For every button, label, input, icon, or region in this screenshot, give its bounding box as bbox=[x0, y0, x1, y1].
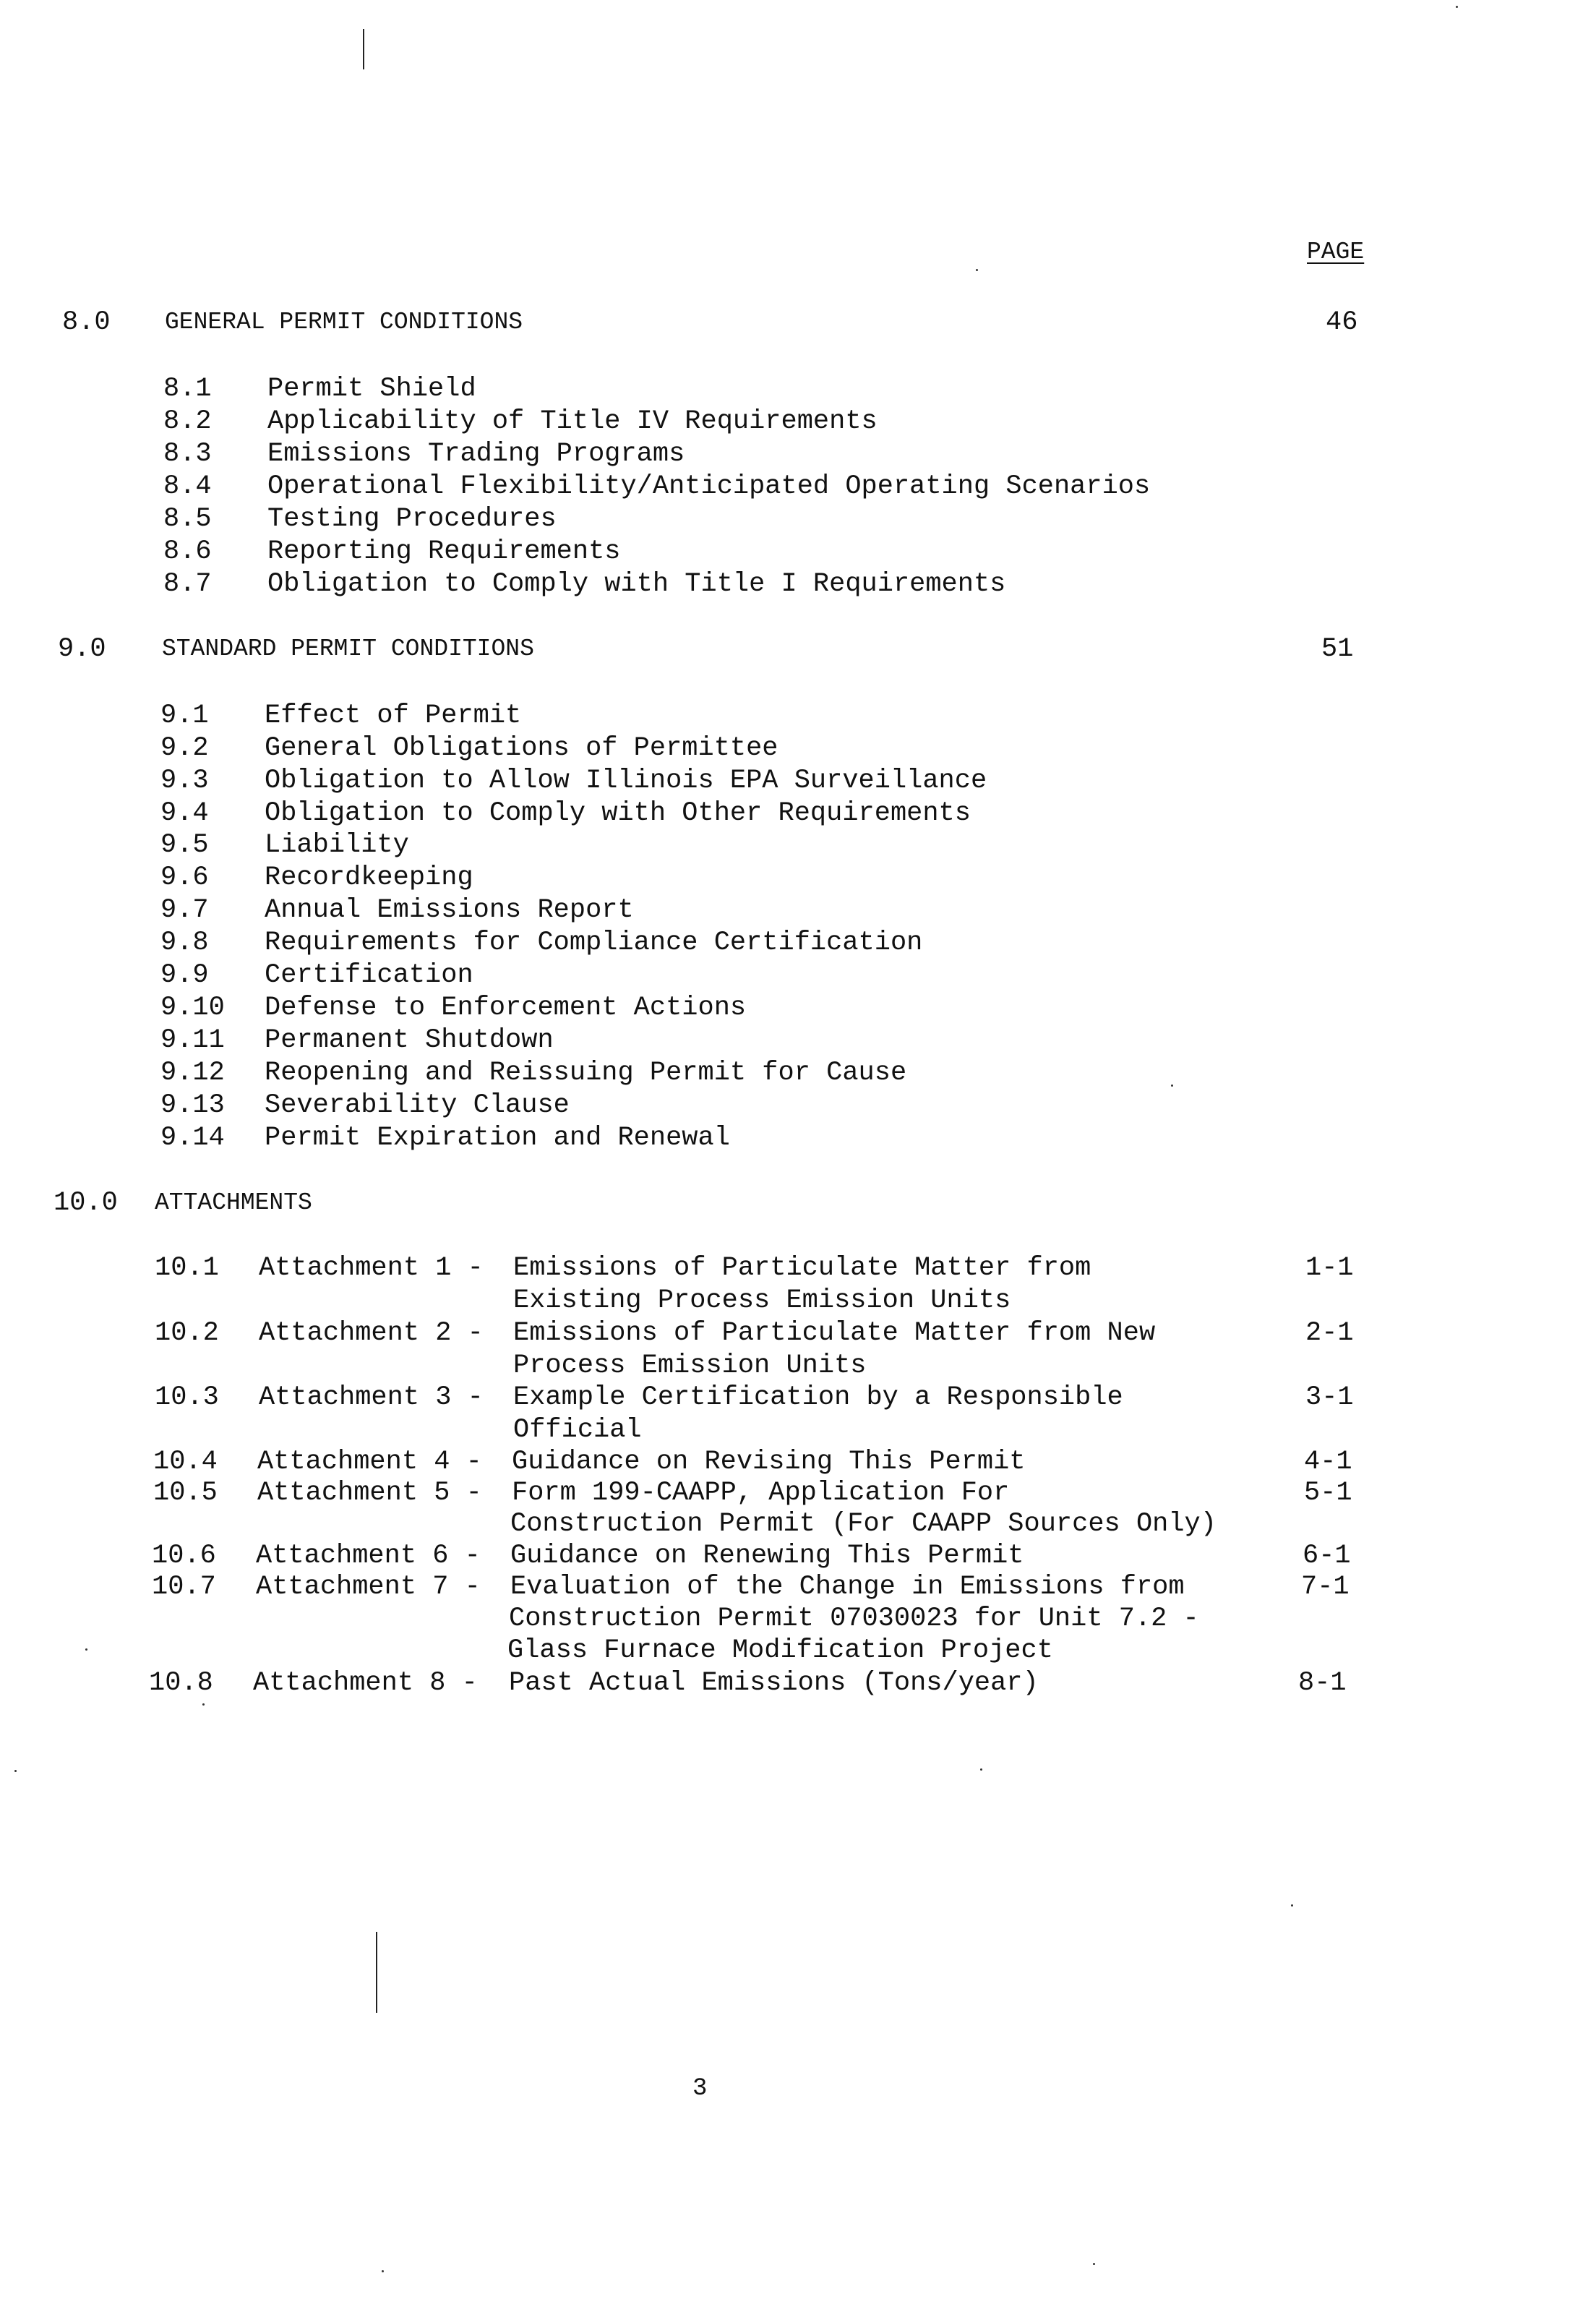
scan-speck bbox=[382, 2270, 384, 2272]
toc-item-title: Obligation to Comply with Other Requirements bbox=[265, 798, 971, 829]
toc-item-number: 8.2 bbox=[163, 406, 212, 437]
toc-item-number: 8.1 bbox=[163, 374, 212, 404]
toc-item-title: Effect of Permit bbox=[265, 701, 522, 731]
scan-speck bbox=[1291, 1904, 1293, 1907]
toc-item-number: 8.6 bbox=[163, 536, 212, 567]
toc-item-title: Operational Flexibility/Anticipated Operating Scenarios bbox=[267, 471, 1151, 502]
attachment-title-line: Glass Furnace Modification Project bbox=[507, 1635, 1053, 1666]
attachment-number: 10.3 bbox=[155, 1382, 219, 1413]
toc-item-number: 9.13 bbox=[160, 1090, 225, 1121]
toc-item-number: 9.9 bbox=[160, 960, 209, 990]
attachment-title-line: Emissions of Particulate Matter from bbox=[513, 1253, 1091, 1283]
toc-item-title: Reopening and Reissuing Permit for Cause bbox=[265, 1058, 907, 1088]
toc-item-title: Testing Procedures bbox=[267, 504, 557, 534]
toc-item-title: Emissions Trading Programs bbox=[267, 439, 685, 469]
section-page: 51 bbox=[1321, 634, 1354, 664]
attachment-page: 6-1 bbox=[1303, 1541, 1351, 1571]
toc-item-title: Recordkeeping bbox=[265, 863, 473, 893]
scan-speck bbox=[1456, 6, 1458, 8]
toc-item-title: Permit Shield bbox=[267, 374, 476, 404]
attachment-label: Attachment 2 - bbox=[259, 1318, 484, 1348]
attachment-label: Attachment 7 - bbox=[256, 1572, 481, 1602]
scan-mark-bottom bbox=[376, 1932, 377, 2013]
toc-item-number: 9.7 bbox=[160, 895, 209, 925]
section-title: STANDARD PERMIT CONDITIONS bbox=[162, 636, 534, 662]
attachment-title-line: Form 199-CAAPP, Application For bbox=[512, 1478, 1010, 1508]
section-title: GENERAL PERMIT CONDITIONS bbox=[165, 309, 523, 335]
scan-speck bbox=[202, 1703, 205, 1706]
attachment-title-line: Process Emission Units bbox=[513, 1351, 867, 1381]
toc-item-title: Reporting Requirements bbox=[267, 536, 621, 567]
attachment-number: 10.7 bbox=[152, 1572, 216, 1602]
scan-speck bbox=[976, 269, 978, 271]
attachment-title-line: Guidance on Revising This Permit bbox=[512, 1447, 1026, 1477]
toc-item-title: Obligation to Allow Illinois EPA Surveillance bbox=[265, 766, 987, 796]
scan-mark-top bbox=[363, 29, 364, 69]
toc-item-number: 9.4 bbox=[160, 798, 209, 829]
attachment-page: 2-1 bbox=[1305, 1318, 1354, 1348]
attachment-label: Attachment 4 - bbox=[257, 1447, 482, 1477]
toc-item-number: 9.1 bbox=[160, 701, 209, 731]
attachment-label: Attachment 5 - bbox=[257, 1478, 482, 1508]
scan-speck bbox=[14, 1770, 17, 1772]
attachment-page: 4-1 bbox=[1304, 1447, 1352, 1477]
attachment-number: 10.4 bbox=[153, 1447, 218, 1477]
toc-item-number: 9.14 bbox=[160, 1123, 225, 1153]
toc-item-number: 9.12 bbox=[160, 1058, 225, 1088]
attachment-page: 7-1 bbox=[1301, 1572, 1350, 1602]
toc-item-number: 9.11 bbox=[160, 1025, 225, 1056]
toc-item-title: Severability Clause bbox=[265, 1090, 570, 1121]
attachment-title-line: Construction Permit (For CAAPP Sources Only) bbox=[510, 1509, 1217, 1539]
toc-item-number: 8.4 bbox=[163, 471, 212, 502]
attachment-number: 10.6 bbox=[152, 1541, 216, 1571]
toc-item-number: 9.6 bbox=[160, 863, 209, 893]
attachment-title-line: Past Actual Emissions (Tons/year) bbox=[509, 1668, 1039, 1698]
toc-item-title: General Obligations of Permittee bbox=[265, 733, 778, 763]
toc-item-title: Defense to Enforcement Actions bbox=[265, 993, 747, 1023]
attachment-page: 8-1 bbox=[1298, 1668, 1347, 1698]
page-number: 3 bbox=[692, 2075, 708, 2102]
attachment-label: Attachment 8 - bbox=[253, 1668, 478, 1698]
toc-item-title: Requirements for Compliance Certification bbox=[265, 928, 923, 958]
toc-item-number: 9.2 bbox=[160, 733, 209, 763]
toc-item-title: Applicability of Title IV Requirements bbox=[267, 406, 878, 437]
attachment-number: 10.5 bbox=[153, 1478, 218, 1508]
attachment-title-line: Official bbox=[513, 1415, 642, 1445]
scan-speck bbox=[1093, 2263, 1095, 2265]
attachment-label: Attachment 6 - bbox=[256, 1541, 481, 1571]
section-number: 9.0 bbox=[58, 634, 106, 664]
toc-item-number: 8.7 bbox=[163, 569, 212, 599]
toc-item-title: Permit Expiration and Renewal bbox=[265, 1123, 730, 1153]
toc-item-title: Permanent Shutdown bbox=[265, 1025, 554, 1056]
scan-speck bbox=[1171, 1084, 1173, 1087]
attachment-label: Attachment 3 - bbox=[259, 1382, 484, 1413]
attachment-title-line: Construction Permit 07030023 for Unit 7.2 - bbox=[509, 1604, 1199, 1634]
scan-speck bbox=[85, 1648, 87, 1651]
toc-item-number: 9.10 bbox=[160, 993, 225, 1023]
section-page: 46 bbox=[1326, 307, 1358, 338]
attachment-label: Attachment 1 - bbox=[259, 1253, 484, 1283]
attachment-page: 5-1 bbox=[1304, 1478, 1352, 1508]
attachment-title-line: Evaluation of the Change in Emissions from bbox=[510, 1572, 1185, 1602]
scan-speck bbox=[980, 1768, 982, 1771]
section-number: 10.0 bbox=[53, 1188, 118, 1218]
toc-item-number: 8.5 bbox=[163, 504, 212, 534]
toc-item-number: 9.8 bbox=[160, 928, 209, 958]
attachment-number: 10.2 bbox=[155, 1318, 219, 1348]
section-number: 8.0 bbox=[62, 307, 111, 338]
attachment-title-line: Emissions of Particulate Matter from New bbox=[513, 1318, 1156, 1348]
attachment-title-line: Guidance on Renewing This Permit bbox=[510, 1541, 1024, 1571]
toc-item-number: 9.5 bbox=[160, 830, 209, 860]
section-title: ATTACHMENTS bbox=[155, 1189, 312, 1216]
attachment-title-line: Existing Process Emission Units bbox=[513, 1285, 1011, 1316]
toc-item-title: Liability bbox=[265, 830, 409, 860]
toc-item-title: Certification bbox=[265, 960, 473, 990]
toc-item-number: 9.3 bbox=[160, 766, 209, 796]
attachment-title-line: Example Certification by a Responsible bbox=[513, 1382, 1123, 1413]
page-column-header: PAGE bbox=[1307, 239, 1365, 265]
toc-item-title: Obligation to Comply with Title I Requirements bbox=[267, 569, 1006, 599]
toc-item-title: Annual Emissions Report bbox=[265, 895, 634, 925]
attachment-number: 10.1 bbox=[155, 1253, 219, 1283]
attachment-page: 1-1 bbox=[1305, 1253, 1354, 1283]
attachment-page: 3-1 bbox=[1305, 1382, 1354, 1413]
attachment-number: 10.8 bbox=[149, 1668, 213, 1698]
toc-item-number: 8.3 bbox=[163, 439, 212, 469]
